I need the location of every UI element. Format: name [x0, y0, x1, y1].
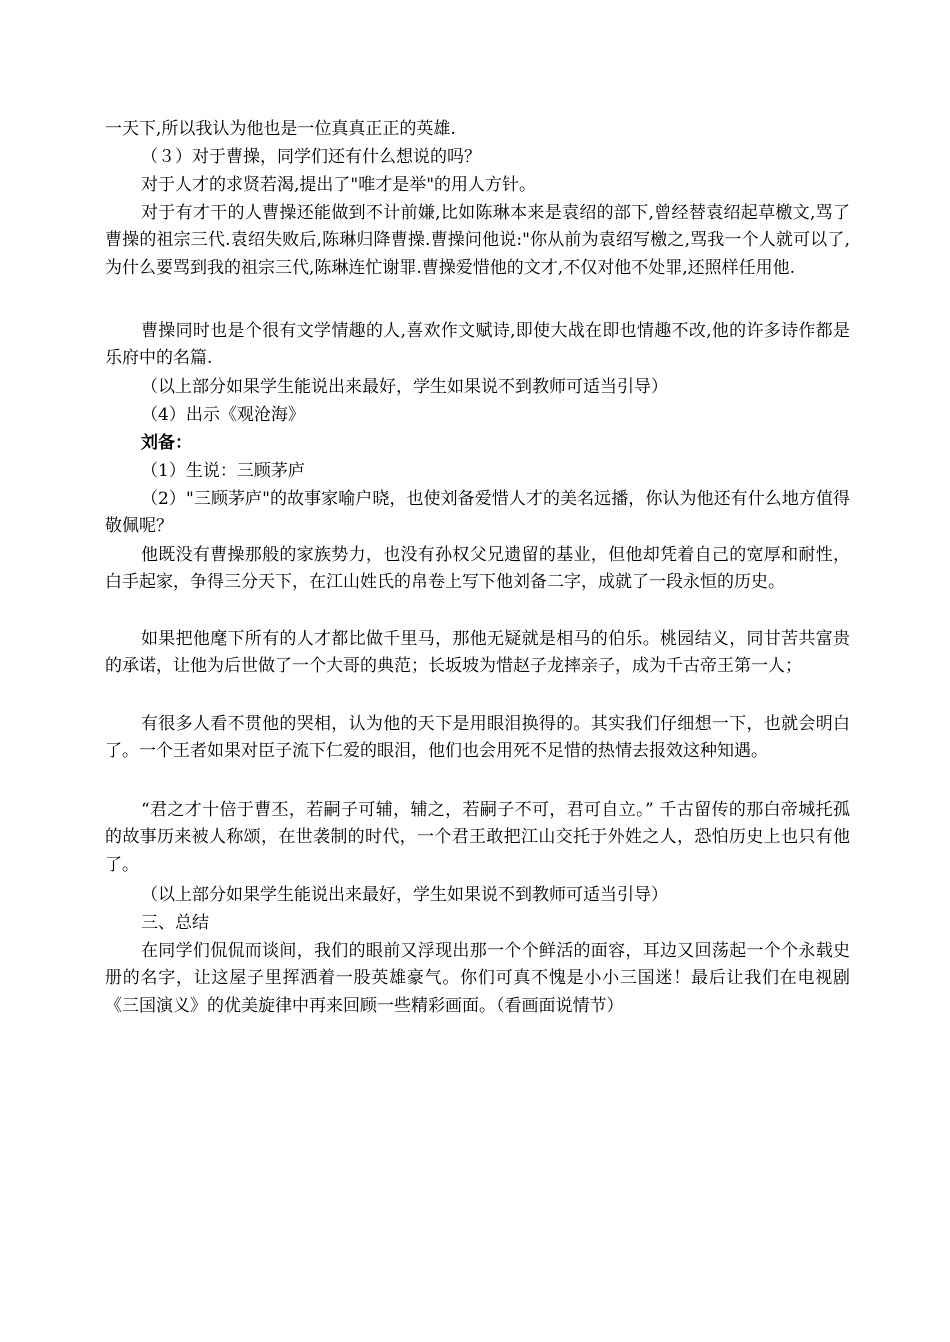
paragraph-4: 对于有才干的人曹操还能做到不计前嫌,比如陈琳本来是袁绍的部下,曾经替袁绍起草檄文,骂了曹操的祖宗三代.袁绍失败后,陈琳归降曹操.曹操问他说:"你从前为袁绍写檄之,骂我一个人就可以了,为什么要骂到我的祖宗三代,陈琳连忙谢罪.曹操爱惜他的文才,不仅对他不处罪,还照样任用他.: [105, 203, 850, 278]
section-heading-liubei: 刘备：: [141, 433, 192, 453]
paragraph-15: （以上部分如果学生能说出来最好，学生如果说不到教师可适当引导）: [141, 885, 668, 905]
paragraph-7: （4）出示《观沧海》: [141, 405, 305, 425]
paragraph-10: （2）"三顾茅庐"的故事家喻户晓，也使刘备爱惜人才的美名远播，你认为他还有什么地方值得敬佩呢？: [105, 489, 850, 537]
paragraph-9: （1）生说：三顾茅庐: [141, 461, 305, 481]
paragraph-2: （３）对于曹操，同学们还有什么想说的吗？: [141, 147, 481, 167]
paragraph-6: （以上部分如果学生能说出来最好，学生如果说不到教师可适当引导）: [141, 377, 668, 397]
paragraph-3: 对于人才的求贤若渴,提出了"唯才是举"的用人方针。: [141, 175, 537, 195]
paragraph-12: 如果把他麾下所有的人才都比做千里马，那他无疑就是相马的伯乐。桃园结义，同甘苦共富贵的承诺，让他为后世做了一个大哥的典范；长坂坡为惜赵子龙摔亲子，成为千古帝王第一人；: [105, 629, 850, 677]
section-heading-summary: 三、总结: [141, 913, 209, 933]
paragraph-5: 曹操同时也是个很有文学情趣的人,喜欢作文赋诗,即使大战在即也情趣不改,他的许多诗作都是乐府中的名篇.: [105, 321, 850, 369]
paragraph-11: 他既没有曹操那般的家族势力，也没有孙权父兄遗留的基业，但他却凭着自己的宽厚和耐性，白手起家，争得三分天下，在江山姓氏的帛卷上写下他刘备二字，成就了一段永恒的历史。: [105, 545, 850, 593]
paragraph-17: 在同学们侃侃而谈间，我们的眼前又浮现出那一个个鲜活的面容，耳边又回荡起一个个永载史册的名字，让这屋子里挥洒着一股英雄豪气。你们可真不愧是小小三国迷！最后让我们在电视剧《三国演义》的优美旋律中再来回顾一些精彩画面。（看画面说情节）: [105, 941, 850, 1016]
paragraph-13: 有很多人看不贯他的哭相，认为他的天下是用眼泪换得的。其实我们仔细想一下，也就会明白了。一个王者如果对臣子流下仁爱的眼泪，他们也会用死不足惜的热情去报效这种知遇。: [105, 714, 850, 762]
paragraph-1: 一天下,所以我认为他也是一位真真正正的英雄.: [105, 119, 456, 139]
paragraph-14: “君之才十倍于曹丕，若嗣子可辅，辅之，若嗣子不可，君可自立。” 千古留传的那白帝城托孤的故事历来被人称颂，在世袭制的时代，一个君王敢把江山交托于外姓之人，恐怕历史上也只有他了。: [105, 800, 850, 875]
